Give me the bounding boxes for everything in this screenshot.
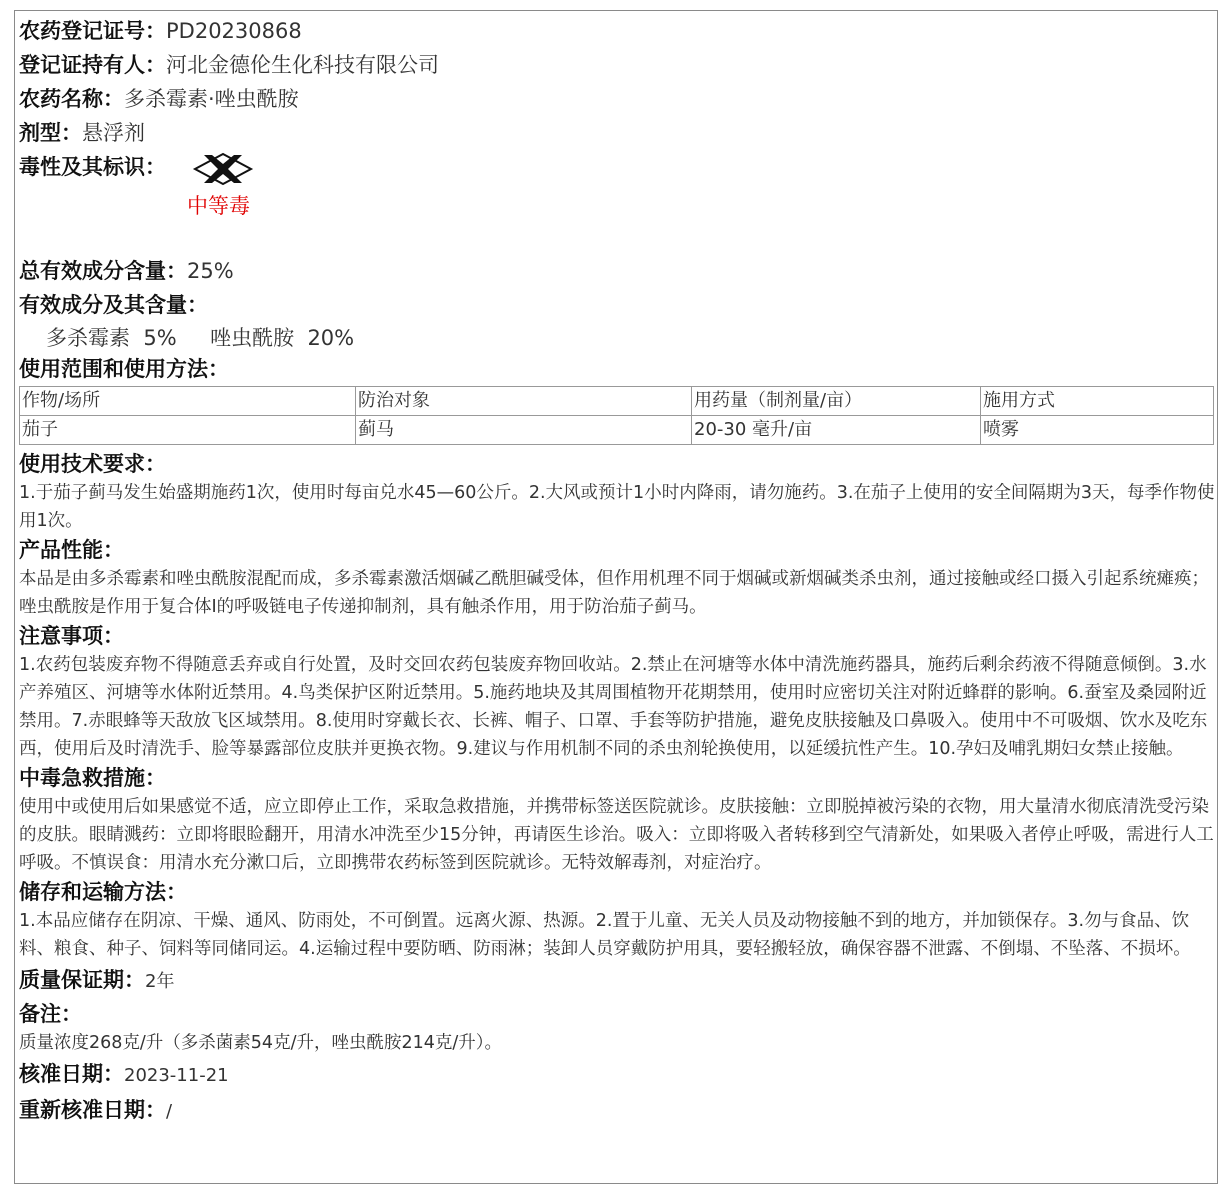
registration-label: 农药登记证号：	[19, 19, 166, 43]
column-header: 用药量（制剂量/亩）	[692, 387, 981, 416]
total-content-label: 总有效成分含量：	[19, 259, 187, 283]
ingredient-amount: 5%	[143, 326, 177, 350]
ingredients-list	[19, 322, 1215, 354]
reapproval-date-row	[19, 1093, 1215, 1129]
storage-heading: 储存和运输方法：	[19, 880, 187, 904]
table-cell-method: 喷雾	[981, 416, 1214, 445]
storage-text: 1.本品应储存在阴凉、干燥、通风、防雨处，不可倒置。远离火源、热源。2.置于儿童、无关人员及动物接触不到的地方，并加锁保存。3.勿与食品、饮料、粮食、种子、饲料等同储同运。4.运输过程中要防晒、防雨淋；装卸人员穿戴防护用具，要轻搬轻放，确保容器不泄露、不倒塌、不坠落、不损坏。	[19, 911, 1191, 959]
formulation-row	[19, 116, 1215, 150]
total-content-value: 25%	[187, 259, 234, 283]
formulation-label: 剂型：	[19, 121, 82, 145]
ingredients-row	[19, 288, 1215, 322]
holder-value: 河北金德伦生化科技有限公司	[166, 53, 439, 77]
performance-heading: 产品性能：	[19, 538, 124, 562]
toxicity-level: 中等毒	[187, 194, 250, 218]
toxicity-label: 毒性及其标识：	[19, 155, 166, 179]
table-cell-dosage: 20-30 毫升/亩	[692, 416, 981, 445]
approval-date-label: 核准日期：	[19, 1062, 124, 1086]
formulation-value: 悬浮剂	[82, 121, 145, 145]
performance-text: 本品是由多杀霉素和唑虫酰胺混配而成，多杀霉素激活烟碱乙酰胆碱受体，但作用机理不同于烟碱或新烟碱类杀虫剂，通过接触或经口摄入引起系统瘫痪；唑虫酰胺是作用于复合体I的呼吸链电子传递抑制剂，具有触杀作用，用于防治茄子蓟马。	[19, 569, 1209, 617]
registration-value: PD20230868	[166, 19, 302, 43]
first-aid-text: 使用中或使用后如果感觉不适，应立即停止工作，采取急救措施，并携带标签送医院就诊。皮肤接触：立即脱掉被污染的衣物，用大量清水彻底清洗受污染的皮肤。眼睛溅药：立即将眼睑翻开，用清水冲洗至少15分钟，再请医生诊治。吸入：立即将吸入者转移到空气清新处，如果吸入者停止呼吸，需进行人工呼吸。不慎误食：用清水充分漱口后，立即携带农药标签到医院就诊。无特效解毒剂，对症治疗。	[19, 797, 1214, 873]
pesticide-label	[19, 14, 1215, 1129]
usage-heading: 使用范围和使用方法：	[19, 357, 229, 381]
reapproval-date-label: 重新核准日期：	[19, 1098, 166, 1122]
name-label: 农药名称：	[19, 87, 124, 111]
holder-row	[19, 48, 1215, 82]
ingredient-name: 多杀霉素	[46, 326, 130, 350]
remarks-heading: 备注：	[19, 1002, 82, 1026]
column-header: 作物/场所	[20, 387, 356, 416]
precautions-text: 1.农药包装废弃物不得随意丢弃或自行处置，及时交回农药包装废弃物回收站。2.禁止在河塘等水体中清洗施药器具，施药后剩余药液不得随意倾倒。3.水产养殖区、河塘等水体附近禁用。4.鸟类保护区附近禁用。5.施药地块及其周围植物开花期禁用，使用时应密切关注对附近蜂群的影响。6.蚕室及桑园附近禁用。7.赤眼蜂等天敌放飞区域禁用。8.使用时穿戴长衣、长裤、帽子、口罩、手套等防护措施，避免皮肤接触及口鼻吸入。使用中不可吸烟、饮水及吃东西，使用后及时清洗手、脸等暴露部位皮肤并更换衣物。9.建议与作用机制不同的杀虫剂轮换使用，以延缓抗性产生。10.孕妇及哺乳期妇女禁止接触。	[19, 655, 1208, 759]
ingredient-amount: 20%	[307, 326, 355, 350]
approval-date-value: 2023-11-21	[124, 1065, 229, 1086]
name-row	[19, 82, 1215, 116]
remarks-text: 质量浓度268克/升（多杀菌素54克/升，唑虫酰胺214克/升）。	[19, 1033, 503, 1053]
first-aid-heading: 中毒急救措施：	[19, 766, 166, 790]
precautions-heading: 注意事项：	[19, 624, 124, 648]
table-cell-target: 蓟马	[356, 416, 692, 445]
column-header: 施用方式	[981, 387, 1214, 416]
table-cell-crop: 茄子	[20, 416, 356, 445]
table-row	[20, 416, 1214, 445]
registration-row	[19, 14, 1215, 48]
tech-heading: 使用技术要求：	[19, 452, 166, 476]
reapproval-date-value: /	[166, 1101, 173, 1122]
name-value: 多杀霉素·唑虫酰胺	[124, 87, 299, 111]
shelf-life-row	[19, 963, 1215, 999]
ingredient-name: 唑虫酰胺	[210, 326, 295, 350]
toxicity-mark	[19, 184, 1215, 254]
tech-text: 1.于茄子蓟马发生始盛期施药1次，使用时每亩兑水45—60公斤。2.大风或预计1小时内降雨，请勿施药。3.在茄子上使用的安全间隔期为3天，每季作物使用1次。	[19, 483, 1215, 531]
usage-table-header	[20, 387, 1214, 416]
shelf-life-label: 质量保证期：	[19, 968, 145, 992]
ingredients-label: 有效成分及其含量：	[19, 293, 208, 317]
usage-table	[19, 386, 1214, 445]
shelf-life-value: 2年	[145, 971, 175, 992]
holder-label: 登记证持有人：	[19, 53, 166, 77]
total-content-row	[19, 254, 1215, 288]
column-header: 防治对象	[356, 387, 692, 416]
toxicity-x-symbol-icon	[191, 150, 255, 188]
approval-date-row	[19, 1057, 1215, 1093]
